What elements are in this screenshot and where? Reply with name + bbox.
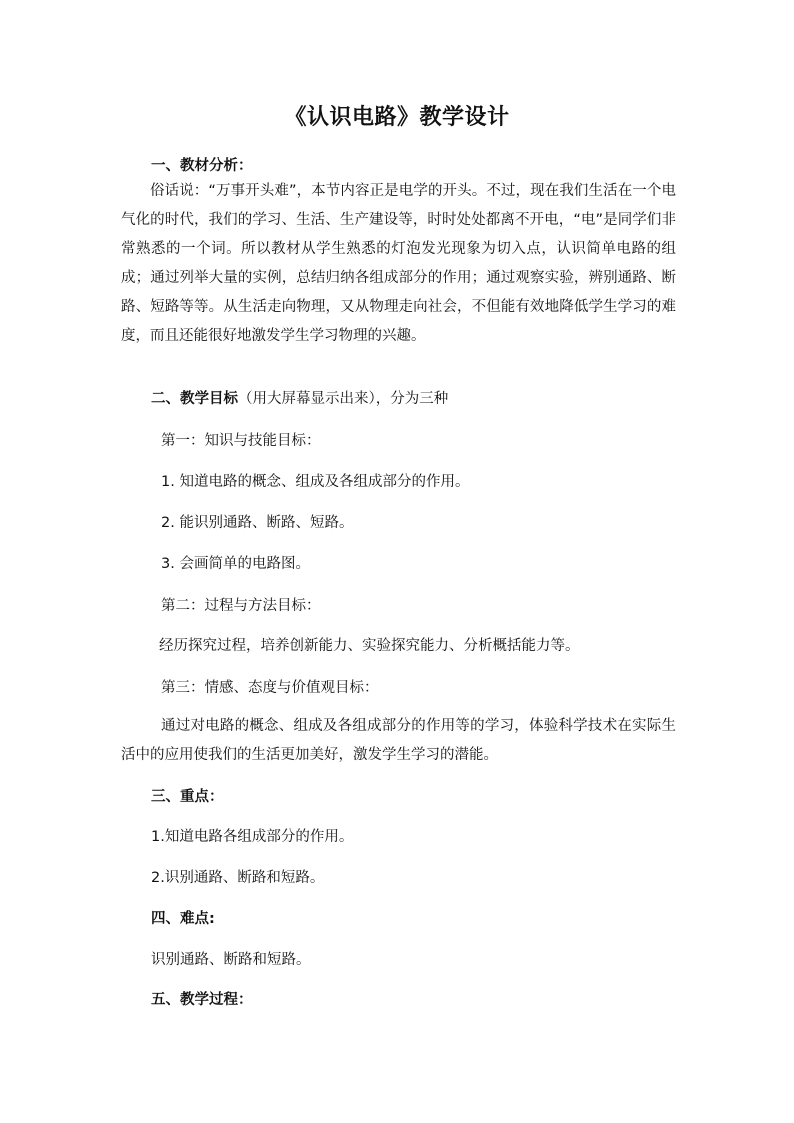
goal2-title: 第二：过程与方法目标： — [161, 598, 321, 614]
goal1-item: 1. 知道电路的概念、组成及各组成部分的作用。 — [161, 474, 470, 490]
goal3-title: 第三：情感、态度与价值观目标： — [161, 680, 379, 696]
section1-paragraph: 俗话说：“万事开头难”，本节内容正是电学的开头。不过，现在我们生活在一个电气化的时代，我们的学习、生活、生产建设等，时时处处都离不开电，“电”是同学们非常熟悉的一个词。所以教材从学生熟悉的灯泡发光现象为切入点，认识简单电路的组成；通过列举大量的实例，总结归纳各组成部分的作用；通过观察实验，辨别通路、断路、短路等等。从生活走向物理，又从物理走向社会，不但能有效地降低学生学习的难度，而且还能很好地激发学生学习物理的兴趣。 — [121, 183, 676, 344]
goal3-text: 通过对电路的概念、组成及各组成部分的作用等的学习，体验科学技术在实际生活中的应用使我们的生活更加美好，激发学生学习的潜能。 — [121, 718, 676, 763]
section2-heading-line — [151, 387, 448, 408]
section2-heading: 二、教学目标 — [151, 391, 238, 407]
goal1-title: 第一：知识与技能目标： — [161, 433, 321, 449]
difficulty-text: 识别通路、断路和短路。 — [151, 952, 311, 968]
section4-heading: 四、难点: — [151, 911, 215, 927]
section3-heading: 三、重点： — [151, 789, 224, 805]
goal1-item: 2. 能识别通路、断路、短路。 — [161, 515, 354, 531]
section2-heading-note: （用大屏幕显示出来），分为三种 — [238, 391, 449, 407]
section5-heading: 五、教学过程： — [151, 992, 253, 1008]
section1-heading: 一、教材分析： — [151, 158, 253, 174]
key-point-item: 1.知道电路各组成部分的作用。 — [151, 829, 354, 845]
document-title: 《认识电路》教学设计 — [284, 105, 510, 130]
key-point-item: 2.识别通路、断路和短路。 — [151, 870, 325, 886]
goal1-item: 3. 会画简单的电路图。 — [161, 556, 310, 572]
goal2-text: 经历探究过程，培养创新能力、实验探究能力、分析概括能力等。 — [159, 638, 580, 654]
